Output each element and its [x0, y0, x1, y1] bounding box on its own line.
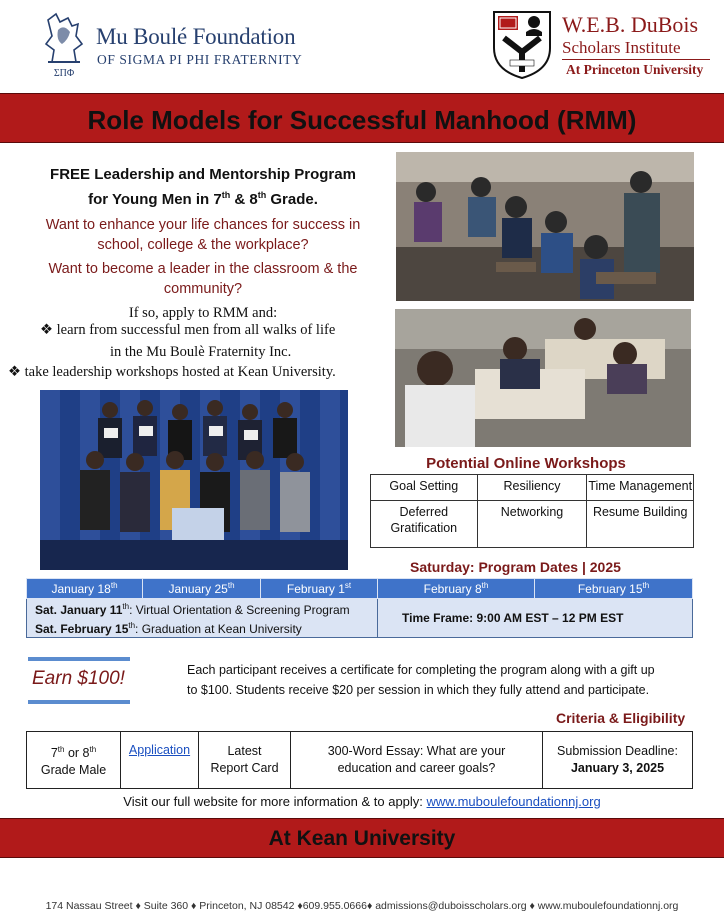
group-photo: [40, 390, 348, 570]
intro-line2: for Young Men in 7th & 8th Grade.: [88, 190, 318, 208]
classroom-photo-2: [395, 309, 691, 447]
greek-letters: ΣΠΦ: [53, 68, 75, 79]
criteria-table: [26, 731, 693, 789]
intro-line1: FREE Leadership and Mentorship Program: [50, 166, 356, 183]
essay-cell: 300-Word Essay: What are your education and career goals?: [291, 732, 543, 789]
title-band: [0, 93, 724, 143]
question-2b: community?: [163, 281, 243, 297]
date-cell: February 1st: [261, 579, 378, 599]
bullet-2: ❖ take leadership workshops hosted at Kean University.: [8, 364, 336, 380]
visit-line: Visit our full website for more information & to apply: www.muboulefoundationnj.org: [123, 794, 601, 809]
date-cell: January 18th: [27, 579, 143, 599]
dubois-name: W.E.B. DuBois: [562, 12, 699, 37]
mu-boule-logo: [38, 10, 90, 80]
program-dates-table: [26, 578, 693, 638]
grade-cell: 7th or 8th Grade Male: [27, 732, 121, 789]
time-frame: Time Frame: 9:00 AM EST – 12 PM EST: [378, 599, 693, 638]
date-cell: February 15th: [535, 579, 693, 599]
diamond-bullet-icon: ❖: [8, 364, 25, 380]
workshop-cell: Deferred Gratification: [371, 501, 478, 548]
workshop-cell: Networking: [477, 501, 587, 548]
location-text: At Kean University: [268, 827, 456, 850]
bullet-1-cont: in the Mu Boulè Fraternity Inc.: [110, 344, 292, 360]
program-dates-title: Saturday: Program Dates | 2025: [410, 559, 621, 575]
application-link[interactable]: Application: [128, 743, 191, 757]
report-card-cell: Latest Report Card: [199, 732, 291, 789]
workshop-cell: Resiliency: [477, 475, 587, 501]
apply-prompt: If so, apply to RMM and:: [128, 305, 278, 321]
earn-description: Each participant receives a certificate for completing the program along with a gift up to $100. Students receive $20 per session in which they fully attend and participate.: [187, 663, 655, 697]
workshop-cell: Resume Building: [587, 501, 694, 548]
question-1a: Want to enhance your life chances for success in: [45, 217, 361, 233]
website-link[interactable]: www.muboulefoundationnj.org: [426, 794, 601, 809]
workshop-cell: Goal Setting: [371, 475, 478, 501]
mu-foundation-name: Mu Boulé Foundation: [96, 24, 296, 49]
dubois-divider: [562, 59, 710, 60]
date-cell: February 8th: [378, 579, 535, 599]
workshops-table: [370, 474, 694, 548]
application-cell: [121, 732, 199, 789]
bullet-1: ❖ learn from successful men from all walks of life: [40, 322, 336, 338]
footer-contact: 174 Nassau Street ♦ Suite 360 ♦ Princeton, NJ 08542 ♦609.955.0666♦ admissions@duboisscholars.org ♦ www.muboulefoundationnj.org: [45, 900, 679, 912]
diamond-bullet-icon: ❖: [40, 322, 57, 338]
orientation-graduation-cell: Sat. January 11th: Virtual Orientation & Screening Program Sat. February 15th: Graduation at Kean University: [27, 599, 378, 638]
criteria-title: Criteria & Eligibility: [556, 710, 686, 726]
deadline-cell: Submission Deadline: January 3, 2025: [543, 732, 693, 789]
workshop-cell: Time Management: [587, 475, 694, 501]
question-2a: Want to become a leader in the classroom & the: [48, 261, 358, 277]
dubois-university: At Princeton University: [566, 62, 704, 77]
earn-label: Earn $100!: [32, 668, 125, 689]
mu-foundation-subtitle: OF SIGMA PI PHI FRATERNITY: [97, 52, 303, 67]
earn-bottom-rule: [28, 700, 130, 704]
earn-top-rule: [28, 657, 130, 661]
workshops-title: Potential Online Workshops: [426, 455, 626, 472]
location-band: [0, 818, 724, 858]
question-1b: school, college & the workplace?: [97, 237, 309, 253]
dubois-shield-logo: [490, 8, 554, 80]
dubois-institute: Scholars Institute: [562, 38, 681, 57]
page-title: Role Models for Successful Manhood (RMM): [87, 105, 637, 135]
date-cell: January 25th: [143, 579, 261, 599]
classroom-photo-1: [396, 152, 694, 301]
